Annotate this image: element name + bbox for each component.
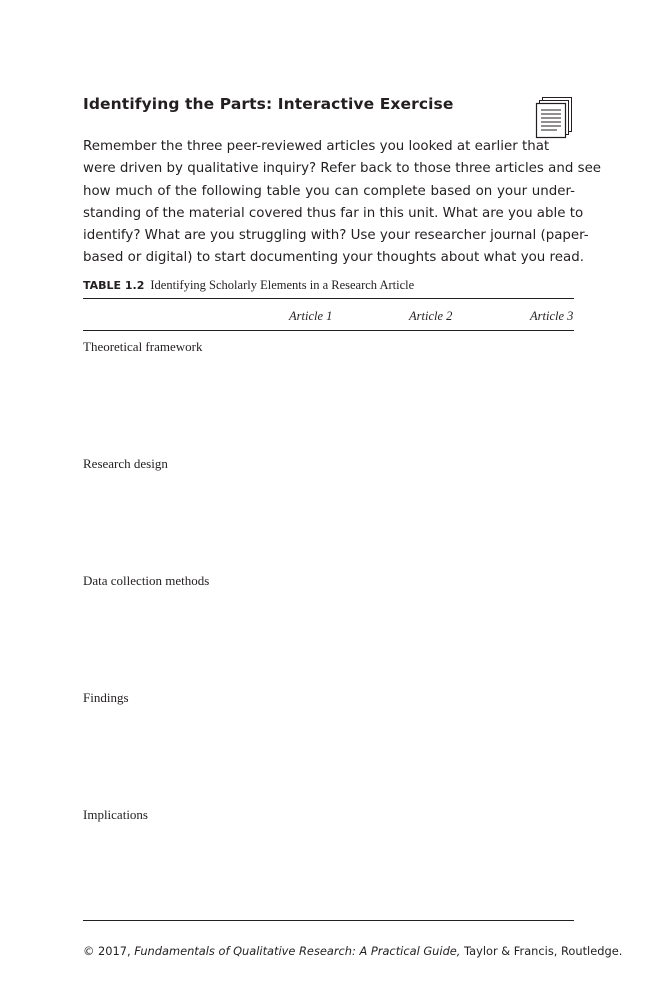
table-top-rule: [83, 298, 574, 299]
intro-line: how much of the following table you can complete based on your under-: [83, 183, 575, 199]
row-label-findings: Findings: [83, 690, 129, 705]
document-stack-icon: [535, 97, 573, 139]
table-caption: [83, 278, 414, 293]
row-label-research-design: Research design: [83, 456, 168, 471]
intro-line: based or digital) to start documenting your thoughts about what you read.: [83, 250, 584, 266]
intro-line: standing of the material covered thus far in this unit. What are you able to: [83, 205, 584, 221]
intro-paragraph: [83, 136, 602, 270]
column-header-article-2: Article 2: [409, 309, 453, 323]
table-caption-text: Identifying Scholarly Elements in a Research Article: [150, 278, 415, 292]
footer-suffix: Taylor & Francis, Routledge.: [460, 944, 623, 958]
intro-line: Remember the three peer-reviewed articles you looked at earlier that: [83, 139, 550, 154]
table-header-rule: [83, 330, 574, 331]
row-label-implications: Implications: [83, 807, 148, 822]
intro-line: identify? What are you struggling with? Use your researcher journal (paper-: [83, 228, 589, 244]
column-header-article-1: Article 1: [289, 309, 333, 323]
column-header-article-3: Article 3: [530, 309, 574, 323]
intro-line: were driven by qualitative inquiry? Refer back to those three articles and see: [83, 161, 602, 177]
row-label-data-collection-methods: Data collection methods: [83, 573, 210, 588]
copyright-footer: [83, 944, 622, 958]
table-bottom-rule: [83, 920, 574, 921]
footer-book-title: Fundamentals of Qualitative Research: A Practical Guide,: [134, 944, 461, 958]
footer-prefix: © 2017,: [83, 944, 135, 958]
exercise-heading: Identifying the Parts: Interactive Exercise: [83, 95, 454, 113]
table-number: TABLE 1.2: [83, 279, 145, 292]
row-label-theoretical-framework: Theoretical framework: [83, 339, 203, 354]
